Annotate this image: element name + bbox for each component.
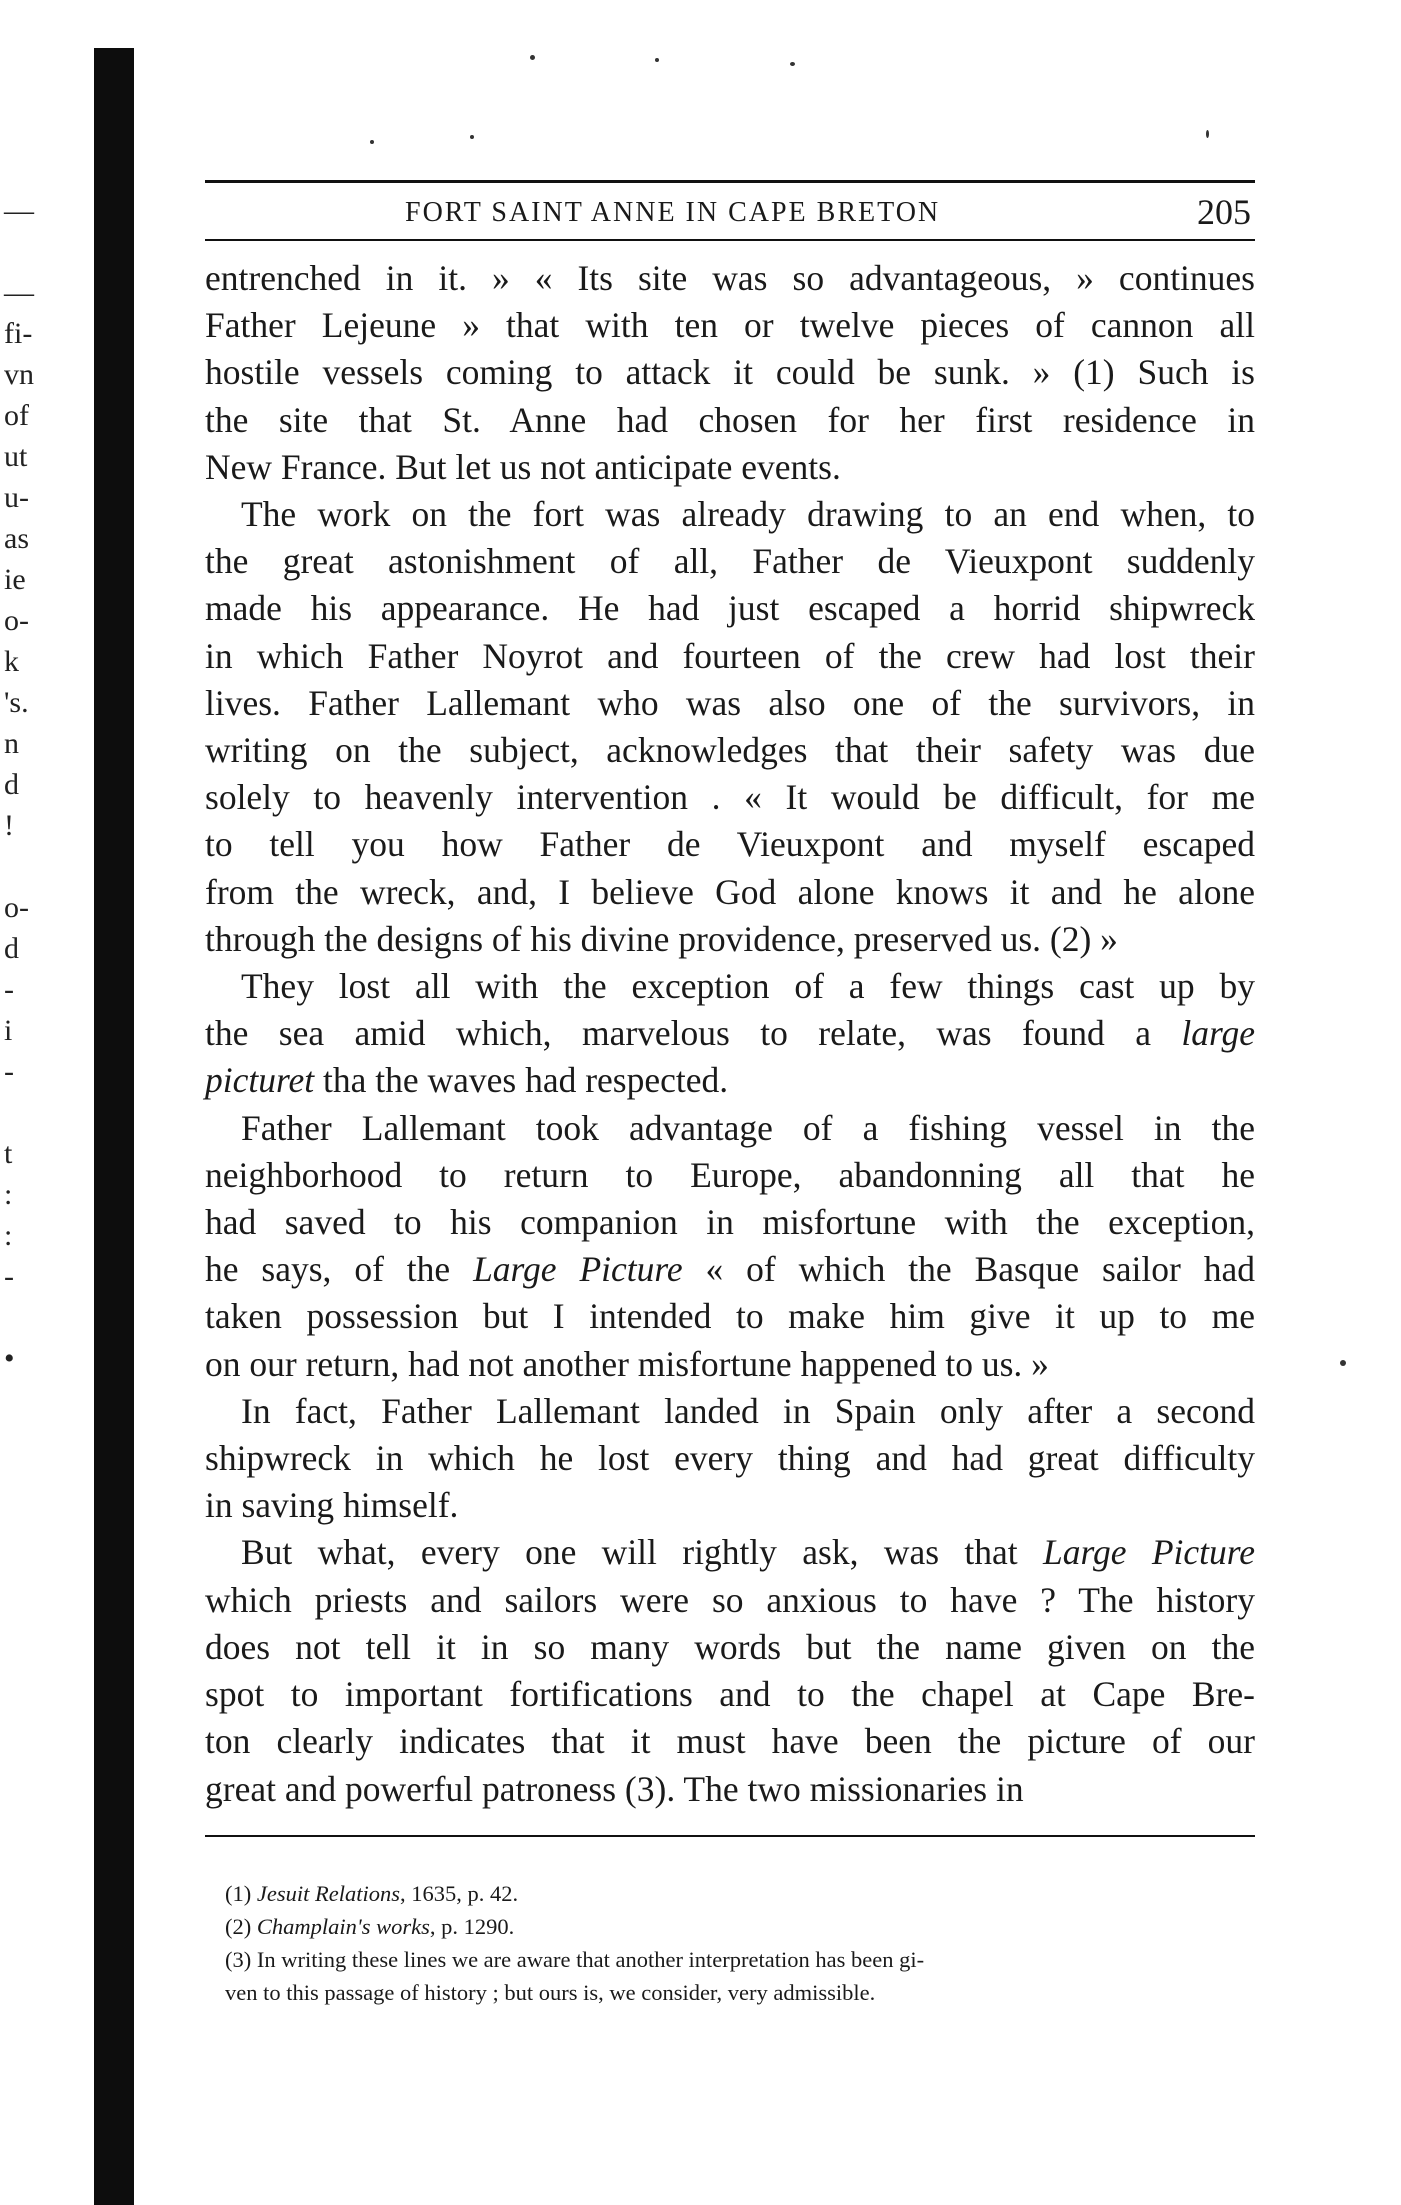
print-speck [1340,1360,1346,1366]
text-line: picturet tha the waves had respected. [205,1060,729,1101]
margin-fragment: ! [4,809,14,842]
margin-fragment: — [4,276,34,309]
paragraph [205,255,1255,491]
footnote: (3) In writing these lines we are aware that another interpretation has been gi- [225,1946,925,1972]
text-line: on our return, had not another misfortune happened to us. » [205,1343,1049,1384]
text-line: writing on the subject, acknowledges that their safety was due [205,730,1255,771]
text-line: lives. Father Lallemant who was also one of the survivors, in [205,682,1255,723]
paragraph [205,1388,1255,1530]
text-line: through the designs of his divine providence, preserved us. (2) » [205,918,1118,959]
text-line: to tell you how Father de Vieuxpont and myself escaped [205,824,1255,865]
text-line: entrenched in it. » « Its site was so advantageous, » continues [205,258,1255,298]
margin-fragment: o- [4,891,29,924]
text-line: New France. But let us not anticipate events. [205,446,841,487]
print-speck [655,58,659,62]
running-header [205,183,1255,239]
margin-fragment: 's. [4,686,29,719]
print-speck [370,140,374,144]
margin-fragment [4,1092,64,1133]
footnotes [205,1877,1255,2009]
text-line: In fact, Father Lallemant landed in Spain only after a second [241,1390,1255,1431]
text-line: does not tell it in so many words but the name given on the [205,1626,1255,1667]
print-speck [790,62,795,66]
margin-fragment: : [4,1219,13,1252]
running-title: FORT SAINT ANNE IN CAPE BRETON [405,197,941,228]
footnote: (1) Jesuit Relations, 1635, p. 42. [225,1880,519,1906]
margin-fragment: as [4,522,29,555]
margin-fragment: u- [4,481,29,514]
footnote: ven to this passage of history ; but ours is, we consider, very admissible. [225,1979,876,2005]
text-line: the great astonishment of all, Father de Vieuxpont suddenly [205,541,1255,582]
margin-fragment: • [4,1342,15,1375]
text-line: from the wreck, and, I believe God alone knows it and he alone [205,871,1255,912]
footnote-rule [205,1835,1255,1837]
margin-fragment: vn [4,358,34,391]
text-line: hostile vessels coming to attack it could be sunk. » (1) Such is [205,352,1255,393]
text-line: The work on the fort was already drawing to an end when, to [241,494,1255,535]
margin-fragment: k [4,645,19,678]
body-text [205,255,1255,1813]
text-line: spot to important fortifications and to the chapel at Cape Bre- [205,1674,1255,1715]
margin-fragment: n [4,727,19,760]
text-line: in which Father Noyrot and fourteen of the crew had lost their [205,635,1255,676]
text-line: neighborhood to return to Europe, abandonning all that he [205,1154,1255,1195]
margin-fragment: of [4,399,29,432]
margin-fragment: i [4,1014,13,1047]
margin-fragment: : [4,1178,13,1211]
paragraph [205,491,1255,963]
margin-fragment: ie [4,563,26,596]
text-line: shipwreck in which he lost every thing and had great difficulty [205,1438,1255,1479]
previous-page-margin [4,190,64,1379]
margin-fragment: d [4,768,19,801]
text-line: solely to heavenly intervention . « It would be difficult, for me [205,777,1255,818]
page [205,180,1255,2009]
paragraph [205,1529,1255,1812]
print-speck [470,135,474,139]
margin-fragment: d [4,932,19,965]
text-line: But what, every one will rightly ask, was that Large Picture [241,1532,1255,1573]
paragraph [205,963,1255,1105]
footnote: (2) Champlain's works, p. 1290. [225,1913,515,1939]
margin-fragment: - [4,1260,14,1293]
margin-fragment: - [4,1055,14,1088]
book-binding-edge [94,48,134,2205]
text-line: in saving himself. [205,1485,459,1526]
margin-fragment: o- [4,604,29,637]
page-number: 205 [1197,192,1251,232]
text-line: he says, of the Large Picture « of which the Basque sailor had [205,1249,1256,1290]
header-bottom-rule [205,239,1255,241]
margin-fragment: fi- [4,317,33,350]
print-speck [530,55,535,60]
margin-fragment [4,846,64,887]
margin-fragment: — [4,194,34,227]
text-line: ton clearly indicates that it must have been the picture of our [205,1721,1255,1762]
paragraph [205,1105,1255,1388]
margin-fragment [4,1297,64,1338]
text-line: great and powerful patroness (3). The two missionaries in [205,1768,1024,1809]
text-line: which priests and sailors were so anxious to have ? The history [205,1579,1255,1620]
text-line: had saved to his companion in misfortune with the exception, [205,1202,1255,1243]
text-line: taken possession but I intended to make him give it up to me [205,1296,1255,1337]
text-line: the sea amid which, marvelous to relate, was found a large [205,1013,1255,1054]
margin-fragment: ut [4,440,28,473]
text-line: Father Lejeune » that with ten or twelve pieces of cannon all [205,305,1255,346]
margin-fragment [4,231,64,272]
margin-fragment: - [4,973,14,1006]
text-line: made his appearance. He had just escaped a horrid shipwreck [205,588,1255,629]
text-line: Father Lallemant took advantage of a fishing vessel in the [241,1107,1255,1148]
text-line: the site that St. Anne had chosen for her first residence in [205,399,1255,440]
print-speck [1206,130,1209,138]
margin-fragment: t [4,1137,13,1170]
text-line: They lost all with the exception of a few things cast up by [241,966,1255,1007]
